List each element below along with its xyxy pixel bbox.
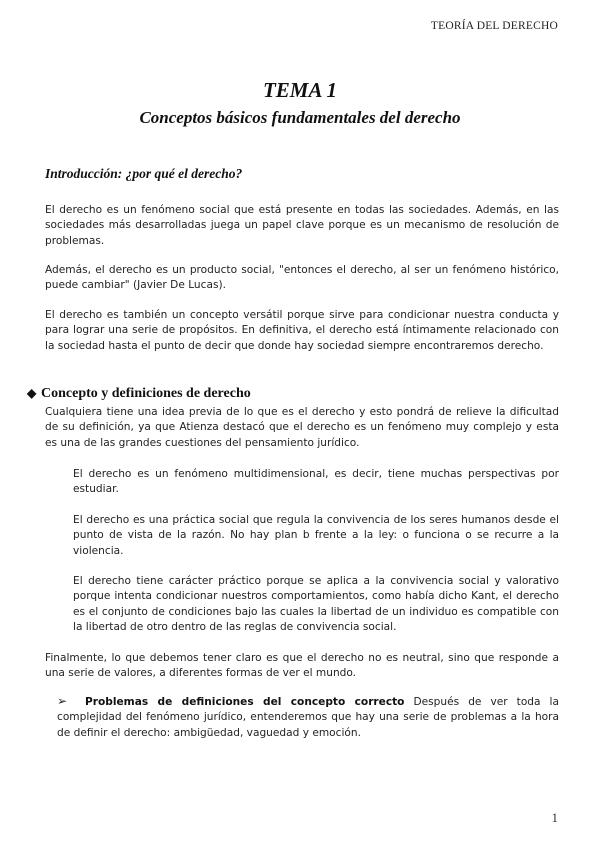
running-header: TEORÍA DEL DERECHO xyxy=(430,20,558,32)
arrow-bullet-icon: ➢ xyxy=(57,694,68,708)
section-heading: Concepto y definiciones de derecho xyxy=(41,386,251,401)
document-subtitle: Conceptos básicos fundamentales del derecho xyxy=(139,108,461,127)
intro-paragraph-3: El derecho es también un concepto versátil porque sirve para condicionar nuestra conducta y para lograr una serie de propósitos. En definitiva, el derecho está íntimamente relacionado con la sociedad hasta el punto de decir que donde hay sociedad siempre encontraremos derecho. xyxy=(45,309,559,352)
section-heading-block xyxy=(27,386,251,402)
section-paragraph: Cualquiera tiene una idea previa de lo que es el derecho y esto pondrá de relieve la dificultad de su definición, ya que Atienza destacó que el derecho es un fenómeno muy complejo y esta es una de las grandes cuestiones del pensamiento jurídico. xyxy=(45,406,559,449)
diamond-bullet-icon: ◆ xyxy=(27,386,37,400)
page-number: 1 xyxy=(551,810,558,825)
intro-paragraph-2: Además, el derecho es un producto social, "entonces el derecho, al ser un fenómeno histórico, puede cambiar" (Javier De Lucas). xyxy=(45,264,559,292)
intro-heading: Introducción: ¿por qué el derecho? xyxy=(45,166,243,181)
conclusion-paragraph: Finalmente, lo que debemos tener claro es que el derecho no es neutral, sino que responde a una serie de valores, a diferentes formas de ver el mundo. xyxy=(45,652,559,680)
indented-paragraph-1: El derecho es un fenómeno multidimensional, es decir, tiene muchas perspectivas por estudiar. xyxy=(73,468,559,496)
subpoint-text: Después de ver toda la complejidad del fenómeno jurídico, entenderemos que hay una serie de problemas a la hora de definir el derecho: ambigüedad, vaguedad y emoción. xyxy=(57,696,559,739)
indented-paragraph-2: El derecho es una práctica social que regula la convivencia de los seres humanos desde el punto de vista de la razón. No hay plan b frente a la ley: o funciona o se recurre a la violencia. xyxy=(73,514,559,557)
subpoint-heading: Problemas de definiciones del concepto correcto xyxy=(85,696,405,708)
indented-paragraph-3: El derecho tiene carácter práctico porque se aplica a la convivencia social y valorativo porque intenta condicionar nuestros comportamientos, como había dicho Kant, el derecho es el conjunto de condiciones bajo las cuales la libertad de un individuo es compatible con la libertad de otro dentro de las reglas de convivencia social. xyxy=(73,575,559,634)
document-title: TEMA 1 xyxy=(262,78,338,102)
intro-paragraph-1: El derecho es un fenómeno social que está presente en todas las sociedades. Además, en las sociedades más desarrolladas juega un papel clave porque es un mecanismo de resolución de problemas. xyxy=(45,204,559,247)
subpoint-paragraph xyxy=(57,694,559,741)
